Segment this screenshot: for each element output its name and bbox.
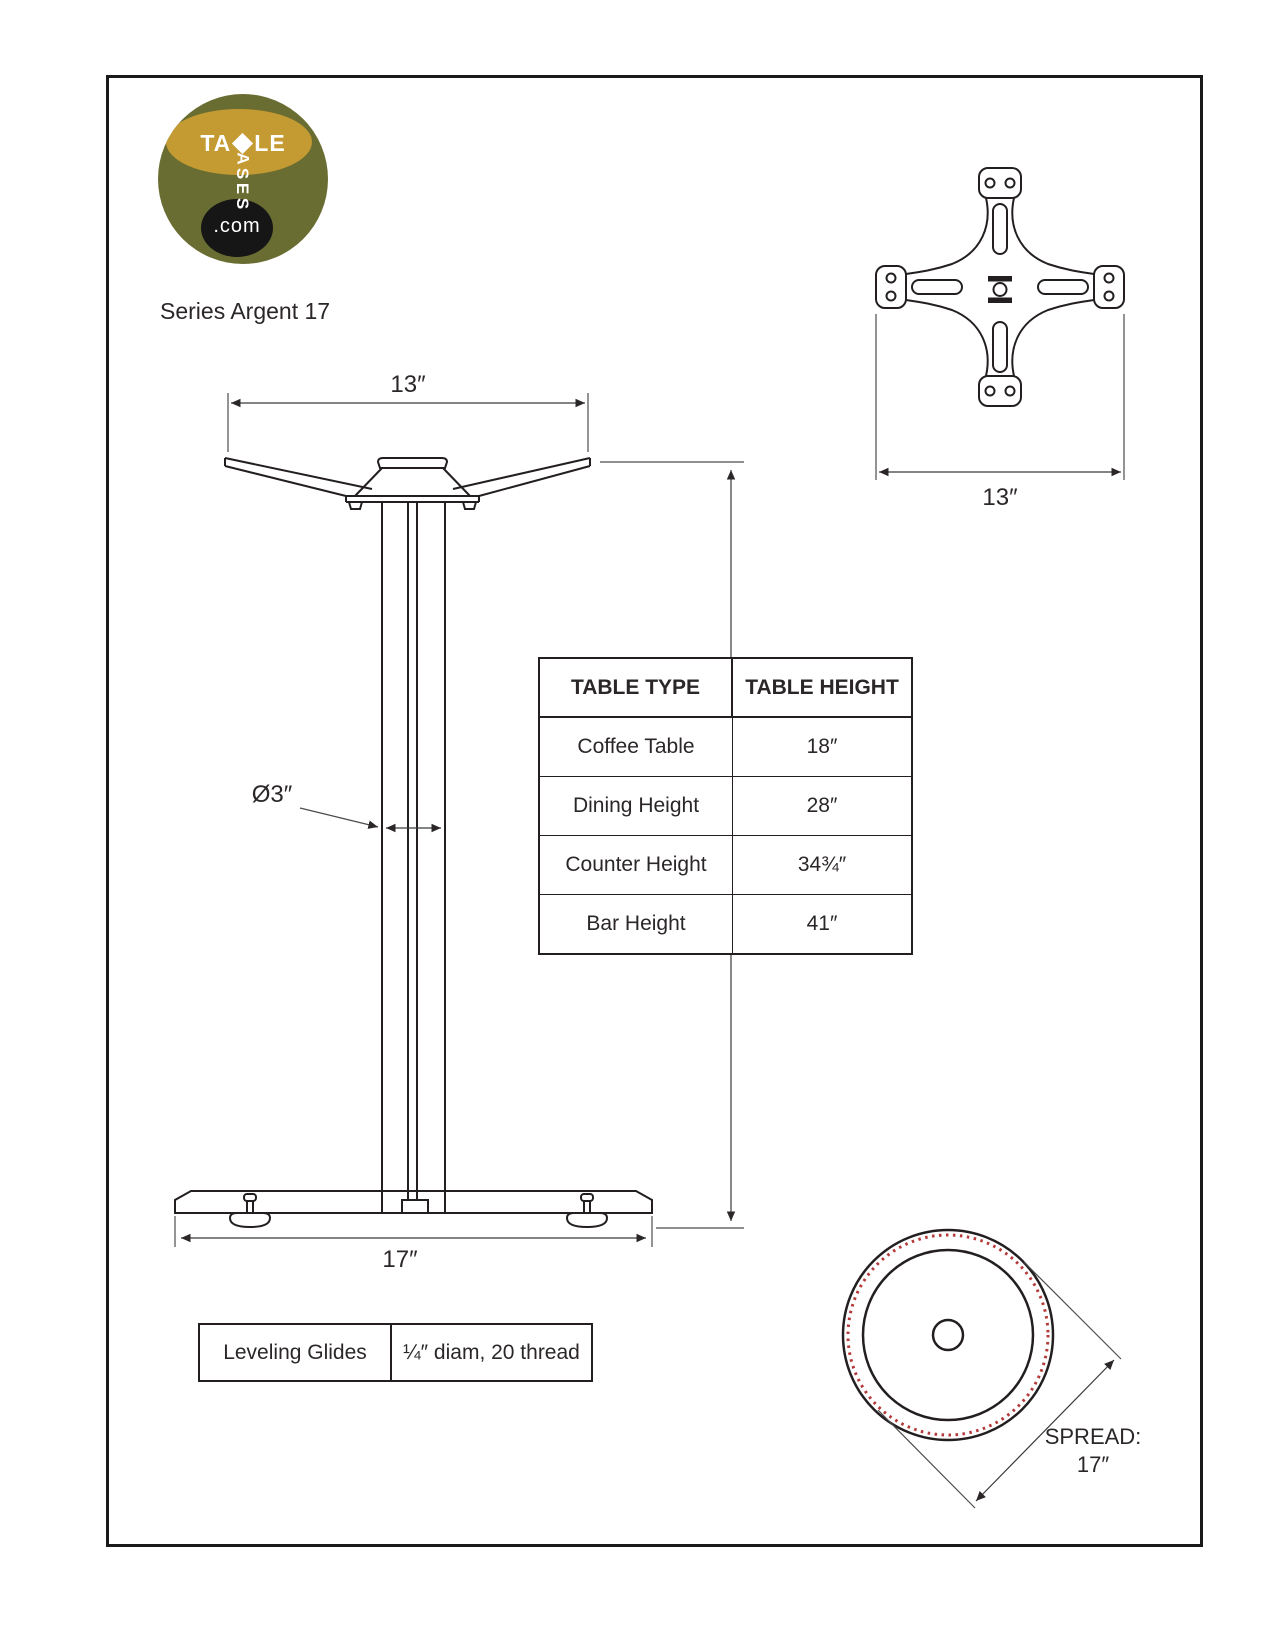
bottom-view-drawing bbox=[843, 1230, 1141, 1508]
series-title: Series Argent 17 bbox=[160, 298, 331, 324]
logo-letter: S bbox=[233, 197, 253, 210]
table-height-spec-table bbox=[538, 657, 913, 955]
spec-cell-type: Counter Height bbox=[540, 836, 733, 894]
column-diameter-dim-label: Ø3″ bbox=[251, 781, 293, 808]
spec-cell-height: 28″ bbox=[806, 794, 838, 817]
logo-word-table-right: LE bbox=[254, 130, 286, 156]
base-width-dim-label: 17″ bbox=[382, 1246, 418, 1273]
glides-label: Leveling Glides bbox=[200, 1325, 392, 1380]
spec-table-row bbox=[540, 895, 911, 953]
top-view-width-dim-label: 13″ bbox=[982, 484, 1018, 511]
logo-domain-text: .com bbox=[213, 215, 261, 237]
leveling-glides-table bbox=[198, 1323, 593, 1382]
spec-table-header-row bbox=[540, 659, 911, 718]
spread-label: SPREAD: bbox=[1044, 1424, 1142, 1449]
spread-dotted-circle bbox=[848, 1235, 1048, 1435]
logo-word-table-left: TA bbox=[200, 130, 232, 156]
spec-cell-type: Bar Height bbox=[540, 895, 733, 953]
logo-letter: A bbox=[233, 152, 253, 165]
top-view-drawing bbox=[876, 168, 1124, 511]
spec-cell-type: Dining Height bbox=[540, 777, 733, 835]
spec-table-row bbox=[540, 777, 911, 836]
front-top-width-dim-label: 13″ bbox=[390, 371, 426, 398]
spec-header-table-height: TABLE HEIGHT bbox=[745, 675, 899, 699]
spec-table-row bbox=[540, 718, 911, 777]
spec-cell-type: Coffee Table bbox=[540, 718, 733, 776]
spread-value-label: 17″ bbox=[1076, 1452, 1110, 1477]
spec-table-row bbox=[540, 836, 911, 895]
spec-cell-height: 34¾″ bbox=[797, 853, 847, 876]
spec-header-table-type: TABLE TYPE bbox=[540, 659, 733, 716]
logo-letter: S bbox=[233, 167, 253, 180]
spec-cell-height: 18″ bbox=[806, 735, 838, 758]
logo-letter: E bbox=[233, 182, 253, 195]
glides-value: ¼″ diam, 20 thread bbox=[403, 1340, 580, 1364]
spec-cell-height: 41″ bbox=[806, 912, 838, 935]
